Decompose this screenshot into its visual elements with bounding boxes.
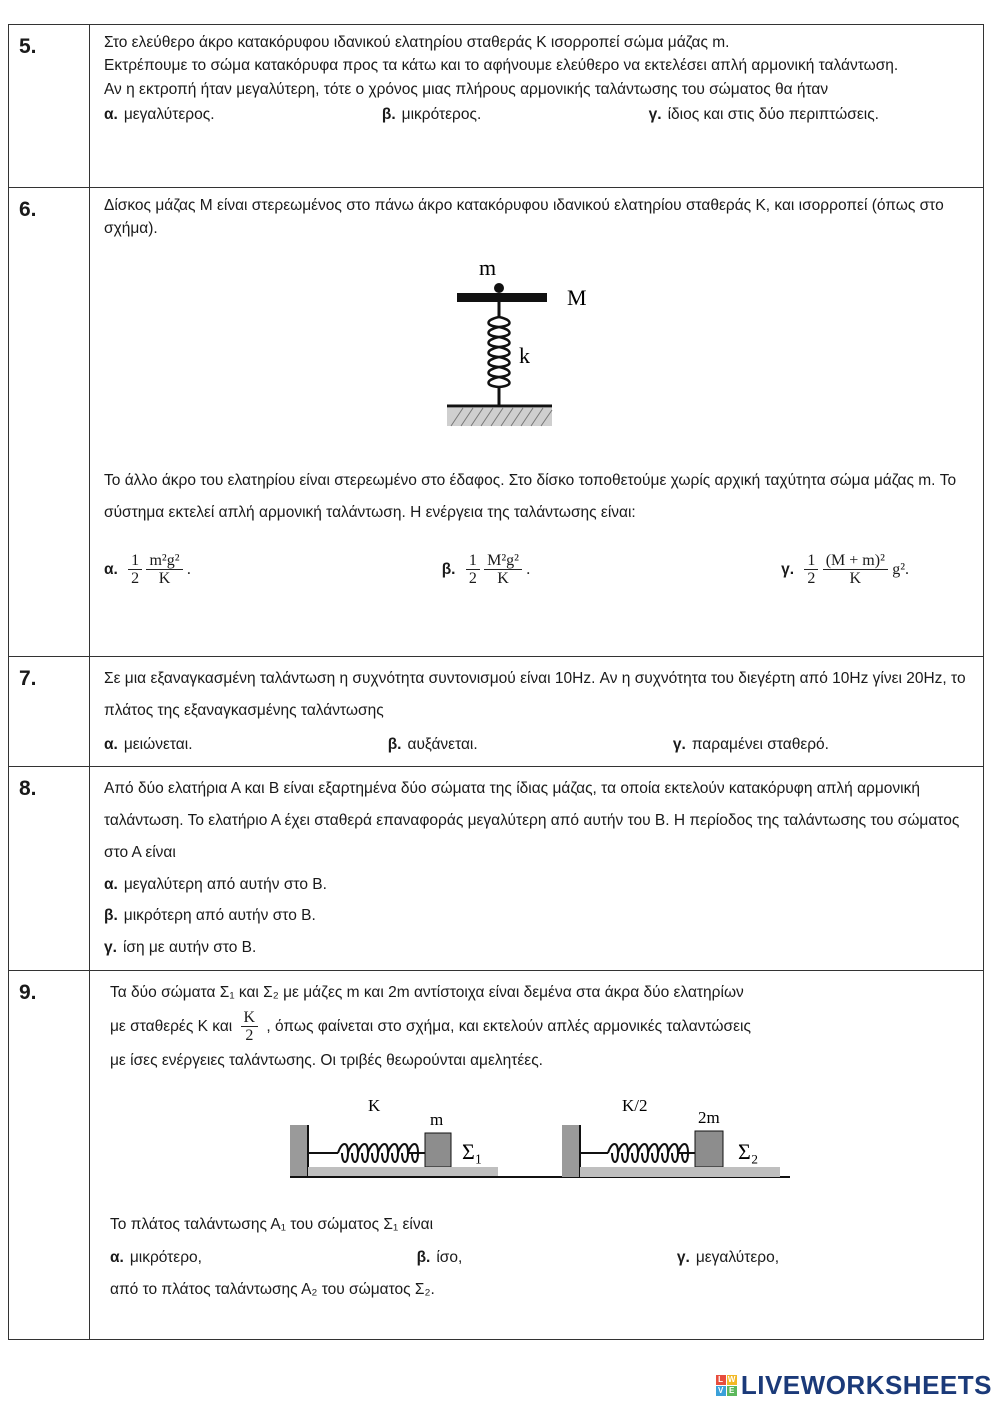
label-k1: K	[367, 1095, 380, 1115]
figure-label-k: k	[518, 342, 530, 368]
question-number: 5.	[9, 25, 90, 188]
logo-icon: L W V E	[716, 1375, 737, 1396]
question-number: 7.	[9, 657, 90, 767]
question-row-5	[9, 25, 984, 188]
option-c[interactable]: γ. μεγαλύτερο,	[676, 1249, 779, 1267]
liveworksheets-logo[interactable]	[716, 1370, 992, 1401]
questions-table	[8, 24, 984, 1340]
question-row-7	[9, 657, 984, 767]
question-text: Εκτρέπουμε το σώμα κατακόρυφα προς τα κάτω και το αφήνουμε ελεύθερο να εκτελέσει απλή αρμονική ταλάντωση.	[104, 57, 899, 75]
question-text: Από δύο ελατήρια Α και Β είναι εξαρτημένα δύο σώματα της ίδιας μάζας, τα οποία εκτελούν κατακόρυφη απλή αρμονική ταλάντωση. Το ελατήριο Α έχει σταθερά επαναφοράς μεγαλύτερη από αυτήν του Β. Η περίοδος της ταλάντωσης του σώματος στο Α είναι	[104, 780, 960, 861]
option-a[interactable]: α. $\frac{1}{2}$ $\frac{\text{m²g²}}{K}$ .	[104, 551, 191, 588]
question-text: Σε μια εξαναγκασμένη ταλάντωση η συχνότητα συντονισμού είναι 10Hz. Αν η συχνότητα του διεγέρτη από 10Hz γίνει 20Hz, το πλάτος της εξαναγκασμένης ταλάντωσης	[104, 670, 966, 719]
question-text: Το άλλο άκρο του ελατηρίου είναι στερεωμένο στο έδαφος. Στο δίσκο τοποθετούμε χωρίς αρχική ταχύτητα σώμα μάζας m. Το σύστημα εκτελεί απλή αρμονική ταλάντωση. Η ενέργεια της ταλάντωσης είναι:	[104, 471, 957, 522]
disk	[457, 293, 547, 302]
option-a[interactable]: α. μεγαλύτερος.	[104, 105, 215, 123]
label-sigma-1: Σ₁	[461, 1138, 482, 1164]
figure-label-m: m	[478, 254, 496, 280]
option-b[interactable]: β. $\frac{1}{2}$ $\frac{\text{M²g²}}{K}$ .	[441, 551, 531, 588]
option-b[interactable]: β. ίσο,	[416, 1249, 463, 1267]
option-b[interactable]: β. μικρότερος.	[381, 105, 482, 123]
block-sigma-2	[695, 1131, 723, 1167]
label-m2: 2m	[697, 1107, 720, 1127]
option-a[interactable]: α. μειώνεται.	[104, 735, 193, 753]
option-c[interactable]: γ. παραμένει σταθερό.	[672, 735, 829, 753]
question-text: Στο ελεύθερο άκρο κατακόρυφου ιδανικού ελατηρίου σταθεράς Κ ισορροπεί σώμα μάζας m.	[104, 34, 730, 51]
option-c[interactable]: γ. ίδιος και στις δύο περιπτώσεις.	[648, 105, 879, 123]
label-sigma-2: Σ₂	[737, 1138, 758, 1164]
spring-1	[338, 1144, 418, 1162]
question-row-9	[9, 970, 984, 1339]
option-b[interactable]: β. μικρότερη από αυτήν στο Β.	[104, 907, 316, 925]
spring-disk-figure	[104, 255, 969, 455]
two-spring-figure	[110, 1095, 969, 1185]
question-text: από το πλάτος ταλάντωσης Α₂ του σώματος Σ₂.	[110, 1281, 435, 1299]
question-text: με ίσες ενέργειες ταλάντωσης. Οι τριβές θεωρούνται αμελητέες.	[110, 1051, 543, 1069]
option-b[interactable]: β. αυξάνεται.	[387, 735, 478, 753]
figure-label-M: M	[566, 284, 587, 310]
question-text: Δίσκος μάζας Μ είναι στερεωμένος στο πάνω άκρο κατακόρυφου ιδανικού ελατηρίου σταθεράς Κ, και ισορροπεί (όπως στο σχήμα).	[104, 197, 944, 238]
label-k2: K/2	[621, 1095, 647, 1115]
question-row-6	[9, 188, 984, 657]
question-text: Τα δύο σώματα Σ₁ και Σ₂ με μάζες m και 2m αντίστοιχα είναι δεμένα στα άκρα δύο ελατηρίων	[110, 983, 744, 1001]
question-row-8	[9, 767, 984, 971]
question-number: 8.	[9, 767, 90, 971]
block-sigma-1	[425, 1133, 451, 1167]
question-text: με σταθερές Κ και $\frac{K}{2}$ , όπως φαίνεται στο σχήμα, και εκτελούν απλές αρμονικές ταλαντώσεις	[110, 1008, 751, 1045]
question-text: Το πλάτος ταλάντωσης Α₁ του σώματος Σ₁ είναι	[110, 1215, 434, 1233]
spring	[488, 317, 509, 387]
spring-2	[608, 1144, 688, 1162]
brand-text: LIVEWORKSHEETS	[740, 1370, 992, 1400]
label-m1: m	[429, 1109, 443, 1129]
option-a[interactable]: α. μεγαλύτερη από αυτήν στο Β.	[104, 875, 327, 893]
option-c[interactable]: γ. ίση με αυτήν στο Β.	[104, 939, 257, 957]
question-number: 6.	[9, 188, 90, 657]
option-c[interactable]: γ. $\frac{1}{2}$ $\frac{\text{(M + m)²}}{K}$ g².	[781, 551, 909, 588]
question-number: 9.	[9, 970, 90, 1339]
mass-dot	[494, 283, 504, 293]
question-text: Αν η εκτροπή ήταν μεγαλύτερη, τότε ο χρόνος μιας πλήρους αρμονικής ταλάντωσης του σώματος θα ήταν	[104, 80, 829, 98]
option-a[interactable]: α. μικρότερο,	[110, 1249, 202, 1267]
